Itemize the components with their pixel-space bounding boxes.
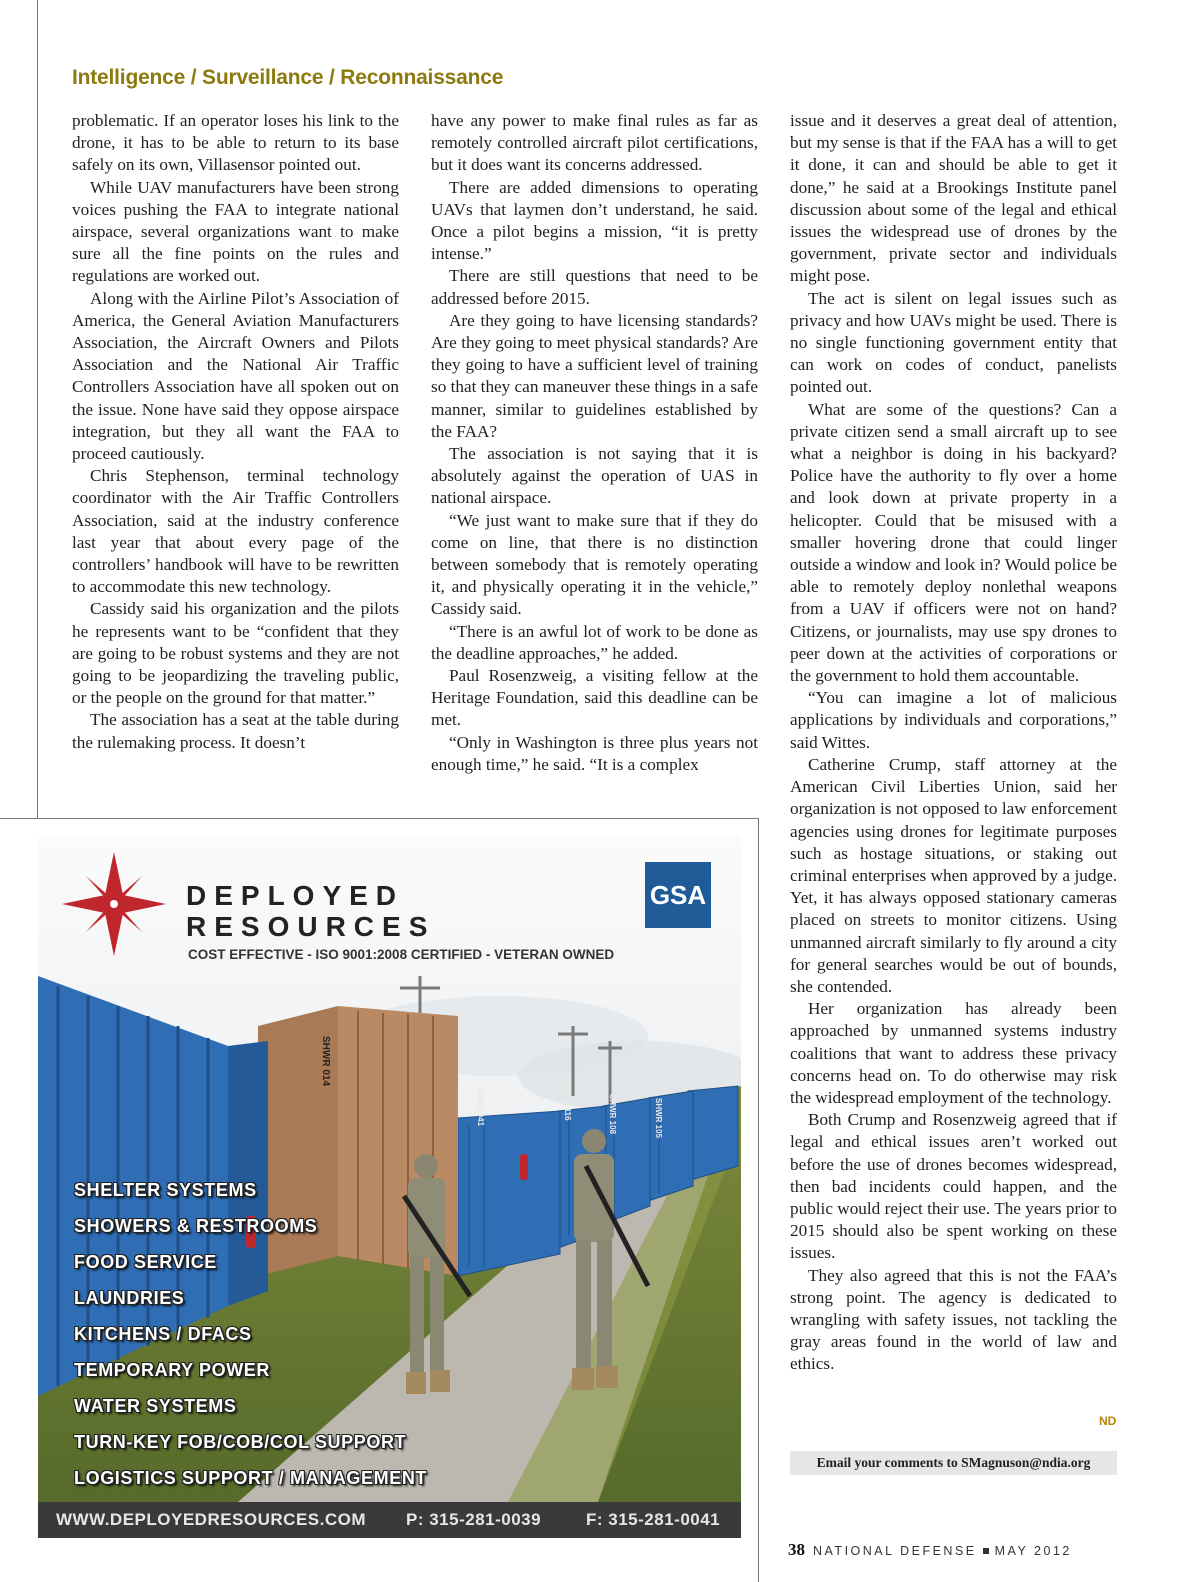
end-mark: ND xyxy=(1099,1414,1117,1428)
ad-tagline: COST EFFECTIVE - ISO 9001:2008 CERTIFIED - VETERAN OWNED xyxy=(188,947,615,962)
article-column-1 xyxy=(72,110,399,754)
paragraph: “Only in Washington is three plus years not enough time,” he said. “It is a complex xyxy=(431,732,758,774)
paragraph: Are they going to have licensing standards? Are they going to meet physical standards? Are they going to have a sufficient level of training so that they can maneuver these things in a safe manner, similar to guidelines established by the FAA? xyxy=(431,310,758,441)
service-item: SHELTER SYSTEMS xyxy=(74,1180,257,1200)
ad-phone: P: 315-281-0039 xyxy=(406,1510,542,1529)
paragraph: They also agreed that this is not the FAA’s strong point. The agency is dedicated to wrangling with safety issues, not tackling the gray areas found in the world of law and ethics. xyxy=(790,1265,1117,1374)
ad-fax: F: 315-281-0041 xyxy=(586,1510,721,1529)
publication-name: NATIONAL DEFENSE xyxy=(813,1544,977,1558)
paragraph: Her organization has already been approached by unmanned systems industry coalitions that want to address these privacy concerns head on. To do otherwise may risk the widespread employment of the technology. xyxy=(790,999,1117,1107)
ad-contact-bar xyxy=(38,1502,741,1538)
page-number: 38 xyxy=(788,1540,805,1559)
paragraph: issue and it deserves a great deal of attention, but my sense is that if the FAA has a will to get it done, it can and should be able to get it done,” he said at a Brookings Institute panel discussion about some of the legal and ethical issues the widespread use of drones by the government, private sector and individuals might pose. xyxy=(790,111,1117,286)
service-item: KITCHENS / DFACS xyxy=(74,1324,252,1344)
ad-right-rule xyxy=(758,818,759,1582)
paragraph: “There is an awful lot of work to be done as the deadline approaches,” he added. xyxy=(431,621,758,663)
service-item: FOOD SERVICE xyxy=(74,1252,217,1272)
ad-services-list xyxy=(74,1172,427,1496)
paragraph: “We just want to make sure that if they do come on line, that there is no distinction between somebody that is remotely operating it, and physically operating it in the vehicle,” Cassidy said. xyxy=(431,510,758,619)
service-item: TURN-KEY FOB/COB/COL SUPPORT xyxy=(74,1432,407,1452)
paragraph: Along with the Airline Pilot’s Association of America, the General Aviation Manufacturers Association, the Aircraft Owners and Pilots Association and the National Air Traffic Controllers Association have all spoken out on the issue. None have said they oppose airspace integration, but they all want the FAA to proceed cautiously. xyxy=(72,288,399,464)
issue-date: MAY 2012 xyxy=(994,1544,1072,1558)
paragraph: The act is silent on legal issues such as privacy and how UAVs might be used. There is no single functioning government entity that can work on codes of conduct, panelists pointed out. xyxy=(790,288,1117,397)
paragraph: Both Crump and Rosenzweig agreed that if legal and ethical issues aren’t worked out before the use of drones becomes widespread, then bad incidents could happen, and the public would reject their use. The years prior to 2015 should also be spent working on these issues. xyxy=(790,1110,1117,1263)
service-item: WATER SYSTEMS xyxy=(74,1396,237,1416)
paragraph: While UAV manufacturers have been strong voices pushing the FAA to integrate national airspace, several organizations want to make sure all the fine points on the rules and regulations are worked out. xyxy=(72,177,399,286)
paragraph: Chris Stephenson, terminal technology coordinator with the Air Traffic Controllers Association, said at the industry conference last year that about every page of the controllers’ handbook will have to be rewritten to accommodate this new technology. xyxy=(72,466,399,597)
email-prefix: Email your comments to xyxy=(816,1455,962,1470)
service-item: TEMPORARY POWER xyxy=(74,1360,271,1380)
paragraph: Cassidy said his organization and the pilots he represents want to be “confident that they are going to be robust systems and they are not going to be jeopardizing the traveling public, or the people on the ground for that matter.” xyxy=(72,599,399,708)
container-label: SHWR 014 xyxy=(320,1036,331,1087)
service-item: LAUNDRIES xyxy=(74,1288,185,1308)
paragraph: problematic. If an operator loses his link to the drone, it has to be able to return to its base safely on its own, Villasensor pointed out. xyxy=(72,111,399,175)
gsa-logo: GSA xyxy=(645,862,711,928)
container-label: SHWR 105 xyxy=(654,1098,663,1139)
ad-top-rule xyxy=(0,818,759,819)
paragraph: The association has a seat at the table during the rulemaking process. It doesn’t xyxy=(72,710,399,752)
paragraph: There are added dimensions to operating UAVs that laymen don’t understand, he said. Once a pilot begins a mission, “it is pretty intense.” xyxy=(431,177,758,264)
paragraph: Paul Rosenzweig, a visiting fellow at the Heritage Foundation, said this deadline can be met. xyxy=(431,666,758,730)
email-link[interactable]: SMagnuson@ndia.org xyxy=(961,1455,1091,1470)
email-comments-box xyxy=(790,1451,1117,1475)
paragraph: There are still questions that need to be addressed before 2015. xyxy=(431,266,758,308)
paragraph: The association is not saying that it is absolutely against the operation of UAS in national airspace. xyxy=(431,444,758,508)
service-item: SHOWERS & RESTROOMS xyxy=(74,1216,318,1236)
container-label: SHWR 041 xyxy=(476,1086,485,1127)
paragraph: Catherine Crump, staff attorney at the American Civil Liberties Union, said her organization is not opposed to law enforcement agencies using drones for legitimate purposes such as hostage situations, or staking out criminal enterprises when approved by a judge. Yet, it has always opposed stationary cameras placed on streets to monitor citizens. Using unmanned aircraft similarly to fly around a city for general searches would be out of bounds, she contended. xyxy=(790,754,1117,996)
ad-website-link[interactable]: WWW.DEPLOYEDRESOURCES.COM xyxy=(56,1510,367,1529)
container-label: SHWR 116 xyxy=(563,1081,572,1121)
paragraph: What are some of the questions? Can a private citizen send a small aircraft up to see what a neighbor is doing in his backyard? Police have the authority to fly over a home and look down at private property in a helicopter. Could that be misused with a smaller hovering drone that could linger outside a window and look in? Would police be able to remotely deploy nonlethal weapons from a UAV if officers were not on hand? Citizens, or journalists, may use spy drones to peer down at the activities of corporations or the government to hold them accountable. xyxy=(790,399,1117,686)
left-margin-rule xyxy=(37,0,38,818)
section-heading: Intelligence / Surveillance / Reconnaissance xyxy=(72,66,504,89)
footer-separator xyxy=(983,1548,989,1554)
deployed-resources-ad xyxy=(38,836,741,1538)
container-label: SHWR 108 xyxy=(608,1094,617,1135)
paragraph: have any power to make final rules as far as remotely controlled aircraft pilot certifications, but it does want its concerns addressed. xyxy=(431,111,758,175)
page-footer xyxy=(788,1540,1072,1560)
article-column-3 xyxy=(790,110,1117,1376)
service-item: LOGISTICS SUPPORT / MANAGEMENT xyxy=(74,1468,428,1488)
ad-brand-name: DEPLOYED RESOURCES xyxy=(186,880,436,942)
paragraph: “You can imagine a lot of malicious applications by individuals and corporations,” said Wittes. xyxy=(790,688,1117,752)
article-column-2 xyxy=(431,110,758,776)
